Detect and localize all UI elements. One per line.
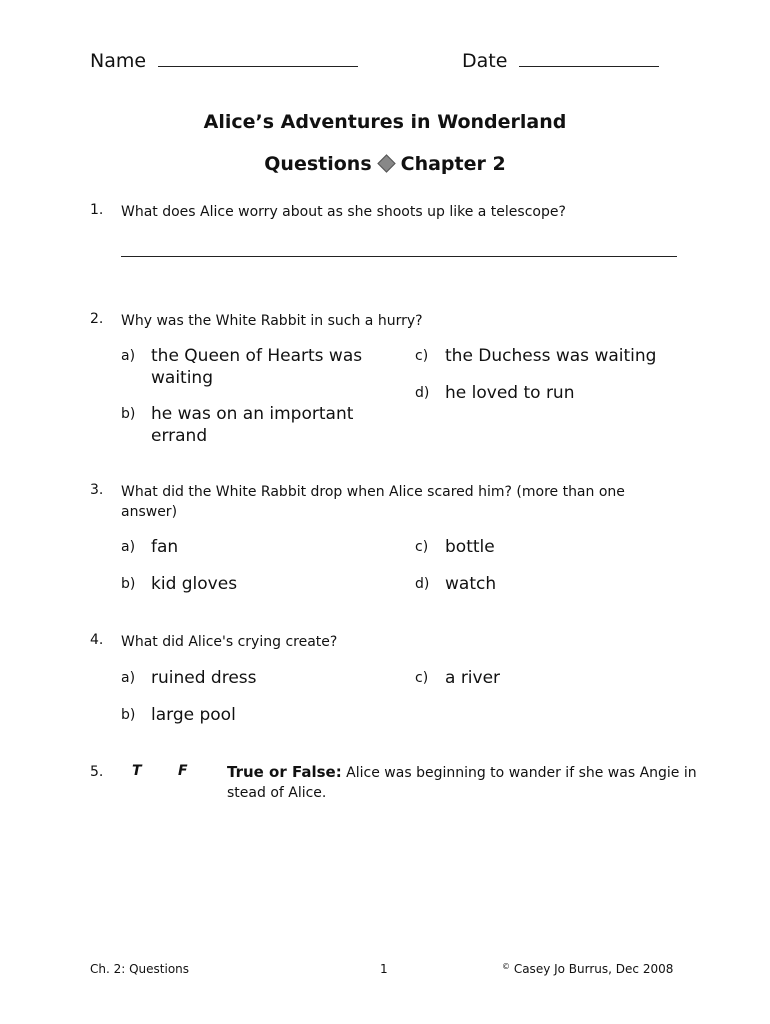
footer-right — [502, 962, 673, 976]
option-letter: d) — [415, 576, 430, 592]
question-2-number: 2. — [90, 311, 104, 327]
page-subtitle — [0, 153, 770, 175]
date-blank[interactable] — [519, 48, 659, 67]
option-letter: b) — [121, 406, 136, 422]
option-text[interactable]: a river — [445, 668, 501, 688]
name-field — [90, 48, 358, 72]
option-text[interactable]: bottle — [445, 537, 495, 557]
question-5-statement: Alice was beginning to wander if she was Angie in stead of Alice. — [227, 765, 697, 801]
option-text[interactable]: the Duchess was waiting — [445, 346, 657, 366]
diamond-icon — [377, 154, 395, 172]
option-letter: a) — [121, 539, 136, 555]
option-letter: b) — [121, 576, 136, 592]
question-4-number: 4. — [90, 632, 104, 648]
option-text[interactable]: he loved to run — [445, 383, 575, 403]
copyright-symbol: © — [502, 962, 510, 971]
option-letter: a) — [121, 348, 136, 364]
question-2-text: Why was the White Rabbit in such a hurry? — [121, 313, 423, 329]
option-text[interactable]: kid gloves — [151, 574, 238, 594]
subtitle-right: Chapter 2 — [400, 153, 506, 175]
true-option[interactable]: T — [132, 763, 142, 779]
option-text[interactable]: ruined dress — [151, 668, 257, 688]
option-letter: c) — [415, 539, 429, 555]
option-text[interactable]: the Queen of Hearts was waiting — [151, 346, 363, 388]
question-4-text: What did Alice's crying create? — [121, 634, 338, 650]
footer-copyright: Casey Jo Burrus, Dec 2008 — [513, 962, 674, 976]
question-1-number: 1. — [90, 202, 104, 218]
option-letter: b) — [121, 707, 136, 723]
option-text[interactable]: fan — [151, 537, 179, 557]
answer-line[interactable] — [121, 256, 677, 257]
question-1-text: What does Alice worry about as she shoots up like a telescope? — [121, 204, 566, 220]
subtitle-left: Questions — [264, 153, 372, 175]
option-letter: a) — [121, 670, 136, 686]
page-title: Alice’s Adventures in Wonderland — [203, 111, 567, 133]
question-3-text: What did the White Rabbit drop when Alice scared him? (more than one answer) — [121, 484, 625, 520]
option-letter: c) — [415, 348, 429, 364]
question-5-text — [227, 762, 697, 803]
option-text[interactable]: watch — [445, 574, 497, 594]
option-text[interactable]: he was on an important errand — [151, 404, 354, 446]
name-blank[interactable] — [158, 48, 358, 67]
footer-left: Ch. 2: Questions — [90, 962, 190, 976]
question-5-number: 5. — [90, 764, 104, 780]
option-text[interactable]: large pool — [151, 705, 236, 725]
name-label: Name — [90, 50, 147, 72]
page-number: 1 — [380, 962, 388, 976]
option-letter: d) — [415, 385, 430, 401]
false-option[interactable]: F — [178, 763, 188, 779]
option-letter: c) — [415, 670, 429, 686]
date-label: Date — [462, 50, 508, 72]
question-3-number: 3. — [90, 482, 104, 498]
true-false-lead: True or False: — [227, 763, 342, 781]
date-field — [462, 48, 659, 72]
